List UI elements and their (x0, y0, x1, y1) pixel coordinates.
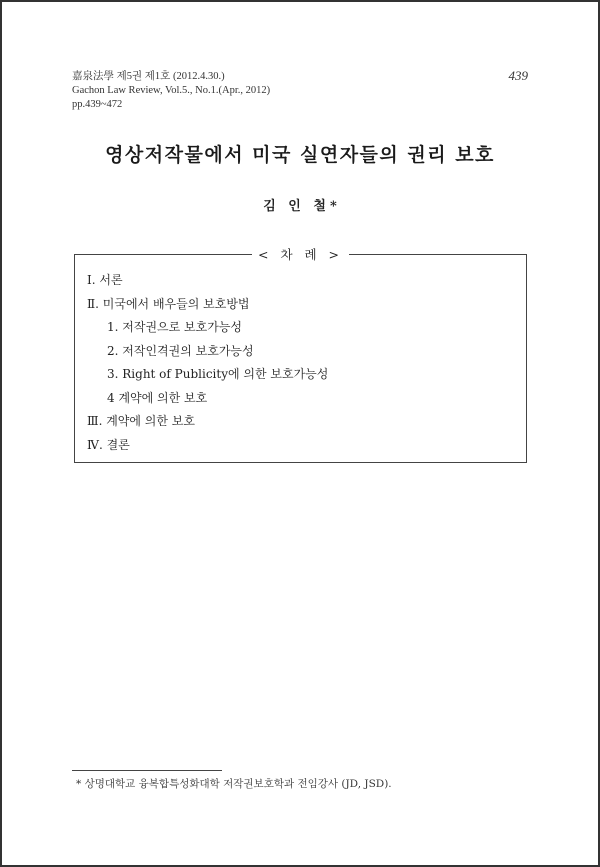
page-number: 439 (508, 68, 528, 83)
toc-left-bracket: < (257, 247, 273, 262)
toc-heading (75, 244, 526, 263)
footnote-rule (72, 770, 222, 771)
toc-item-moral-rights: 2. 저작인격권의 보호가능성 (107, 343, 254, 358)
journal-english-citation: Gachon Law Review, Vol.5., No.1.(Apr., 2012) (72, 85, 271, 96)
author-footnote-mark: * (329, 199, 337, 214)
toc-item-copyright: 1. 저작권으로 보호가능성 (107, 320, 242, 334)
toc-right-bracket: > (328, 247, 344, 262)
toc-item-conclusion: Ⅳ. 결론 (87, 437, 130, 452)
toc-item-intro: Ⅰ. 서론 (87, 273, 123, 287)
toc-item-contract-sub: 4 계약에 의한 보호 (107, 390, 208, 405)
toc-item-publicity: 3. Right of Publicity에 의한 보호가능성 (107, 367, 329, 381)
toc-item-contract: Ⅲ. 계약에 의한 보호 (87, 414, 195, 428)
page-range: pp.439~472 (72, 99, 123, 110)
toc-list (87, 269, 328, 457)
toc-heading-label: 차 례 (280, 247, 321, 262)
toc-item-us-protection: Ⅱ. 미국에서 배우들의 보호방법 (87, 296, 250, 311)
author-footnote: * 상명대학교 융복합특성화대학 저작권보호학과 전임강사 (JD, JSD). (76, 778, 392, 790)
paper-title: 영상저작물에서 미국 실연자들의 권리 보호 (105, 144, 495, 166)
author-name: 김 인 철 (263, 199, 330, 214)
author (0, 195, 600, 214)
table-of-contents (74, 247, 527, 463)
journal-korean-citation: 嘉泉法學 제5권 제1호 (2012.4.30.) (72, 71, 225, 82)
journal-header (72, 70, 270, 112)
